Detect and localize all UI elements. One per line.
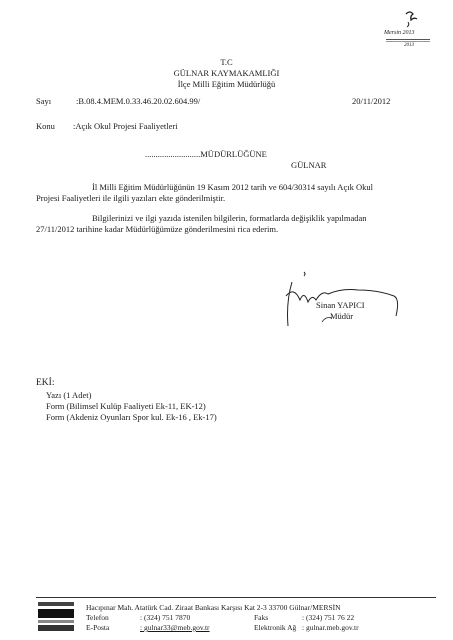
logo-rule — [386, 41, 430, 42]
footer-phone-label: Telefon — [86, 613, 109, 622]
footer-email-link[interactable]: : gulnar33@meb.gov.tr — [140, 623, 210, 632]
konu-label: Konu — [36, 121, 55, 131]
header-institution: GÜLNAR KAYMAKAMLIĞI — [173, 68, 280, 78]
paragraph-1-line-1: İl Milli Eğitim Müdürlüğünün 19 Kasım 2012 tarih ve 604/30314 sayılı Açık Okul — [92, 182, 373, 192]
sayi-label: Sayı — [36, 96, 52, 106]
attachment-item: Form (Bilimsel Kulüp Faaliyeti Ek-11, EK-12) — [46, 401, 206, 411]
header-department: İlçe Milli Eğitim Müdürlüğü — [177, 79, 276, 89]
footer-phone: : (324) 751 7870 — [140, 613, 191, 622]
document-date: 20/11/2012 — [352, 96, 391, 106]
paragraph-1-line-2: Projesi Faaliyetleri ile ilgili yazıları ekte gönderilmiştir. — [36, 193, 226, 203]
addressee-line: ..........................MÜDÜRLÜĞÜNE — [145, 149, 267, 159]
signatory-name: Sinan YAPICI — [316, 300, 365, 310]
konu-value: :Açık Okul Projesi Faaliyetleri — [73, 121, 178, 131]
attachment-item: Form (Akdeniz Oyunları Spor kul. Ek-16 , Ek-17) — [46, 412, 217, 422]
footer-address: Hacıpınar Mah. Atatürk Cad. Ziraat Bankası Karşısı Kat 2-3 33700 Gülnar/MERSİN — [86, 603, 341, 612]
logo-sub: 2013 — [404, 43, 414, 48]
attachments-label: EKİ: — [36, 378, 55, 388]
sayi-value: :B.08.4.MEM.0.33.46.20.02.604.99/ — [76, 96, 213, 106]
logo-rule — [386, 39, 430, 40]
footer-fax: : (324) 751 76 22 — [302, 613, 355, 622]
paragraph-2-line-1: Bilgilerinizi ve ilgi yazıda istenilen bilgilerin, formatlarda değişiklik yapılmadan — [92, 213, 367, 223]
logo-text: Mersin 2013 — [384, 30, 415, 36]
footer-email-label: E-Posta — [86, 623, 110, 632]
header-tc: T.C — [220, 57, 233, 67]
footer-web-label: Elektronik Ağ — [254, 623, 297, 632]
attachment-item: Yazı (1 Adet) — [46, 390, 92, 400]
signatory-title: Müdür — [330, 311, 354, 321]
mersin-2013-logo — [384, 8, 434, 58]
handwritten-signature — [270, 262, 420, 332]
footer-web-link[interactable]: : gulnar.meb.gov.tr — [302, 623, 359, 632]
addressee-city: GÜLNAR — [291, 160, 327, 170]
paragraph-2-line-2: 27/11/2012 tarihine kadar Müdürlüğümüze gönderilmesini rica ederim. — [36, 224, 279, 234]
footer-rule — [36, 597, 436, 598]
footer-logo — [38, 602, 74, 632]
footer-fax-label: Faks — [254, 613, 269, 622]
